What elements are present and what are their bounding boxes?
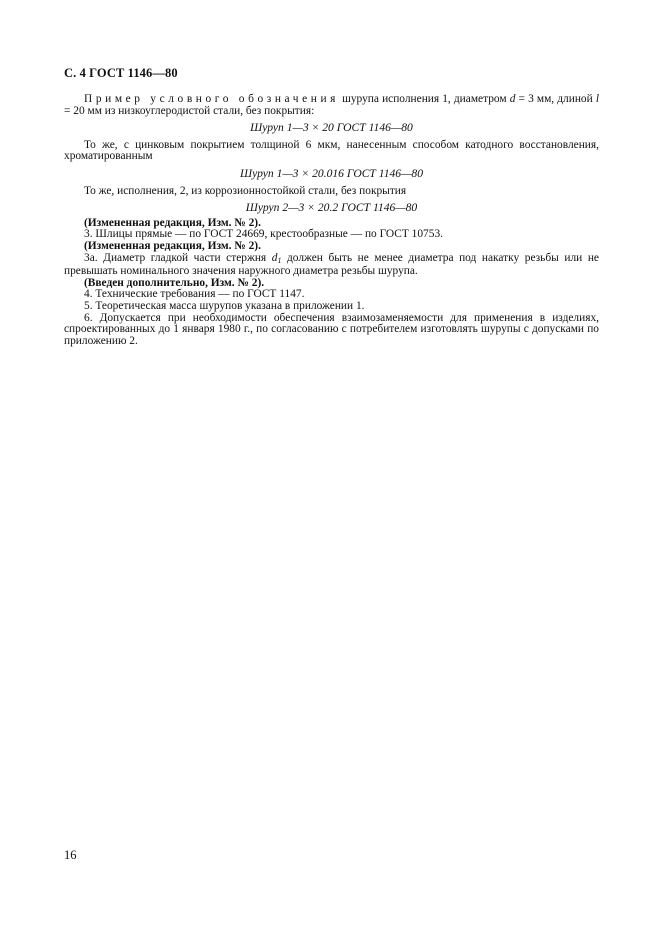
shank-text-b: должен быть не менее диаметра под накатку резьбы или не превышать номинального значения наружного диаметра резьбы шурупа.	[64, 251, 599, 278]
page-number: 16	[64, 848, 77, 862]
example-text-a: шурупа исполнения 1, диаметром	[338, 93, 510, 105]
length-symbol: l	[595, 93, 599, 105]
designation-formula-1: Шуруп 1—3 × 20 ГОСТ 1146—80	[250, 121, 413, 135]
paragraph-stainless: То же, исполнения, 2, из коррозионностойкой стали, без покрытия	[84, 184, 407, 197]
paragraph-slots: 3. Шлицы прямые — по ГОСТ 24669, крестообразные — по ГОСТ 10753.	[84, 228, 443, 241]
paragraph-example	[64, 94, 599, 117]
shank-text-a: 3а. Диаметр гладкой части стержня	[84, 251, 272, 264]
paragraph-theoretical-mass: 5. Теоретическая масса шурупов указана в приложении 1.	[84, 299, 365, 312]
page-header: С. 4 ГОСТ 1146—80	[64, 66, 178, 80]
example-heading: Пример условного обозначения	[84, 93, 339, 105]
paragraph-technical-requirements: 4. Технические требования — по ГОСТ 1147.	[84, 288, 305, 301]
designation-formula-3: Шуруп 2—3 × 20.2 ГОСТ 1146—80	[245, 201, 418, 215]
paragraph-tolerances: 6. Допускается при необходимости обеспечения взаимозаменяемости для применения в изделиях, спроектированных до 1 января 1980 г., по согласованию с потребителем изготовлять шурупы с допусками по приложению 2.	[64, 311, 599, 347]
amendment-note-3: (Введен дополнительно, Изм. № 2).	[84, 276, 265, 289]
amendment-note-2: (Измененная редакция, Изм. № 2).	[84, 239, 261, 252]
amendment-note-1: (Измененная редакция, Изм. № 2).	[84, 216, 261, 229]
shank-diameter-subscript: 1	[277, 255, 282, 265]
paragraph-shank-diameter	[64, 253, 599, 278]
example-text-c: = 20 мм из низкоуглеродистой стали, без покрытия:	[64, 104, 315, 117]
example-text-b: = 3 мм, длиной	[515, 93, 596, 105]
diameter-symbol: d	[509, 93, 516, 105]
document-body	[64, 94, 599, 347]
paragraph-zinc: То же, с цинковым покрытием толщиной 6 мкм, нанесенным способом катодного восстановления, хроматированным	[64, 138, 599, 163]
shank-diameter-symbol: d	[271, 251, 278, 264]
designation-formula-2: Шуруп 1—3 × 20.016 ГОСТ 1146—80	[240, 166, 423, 180]
